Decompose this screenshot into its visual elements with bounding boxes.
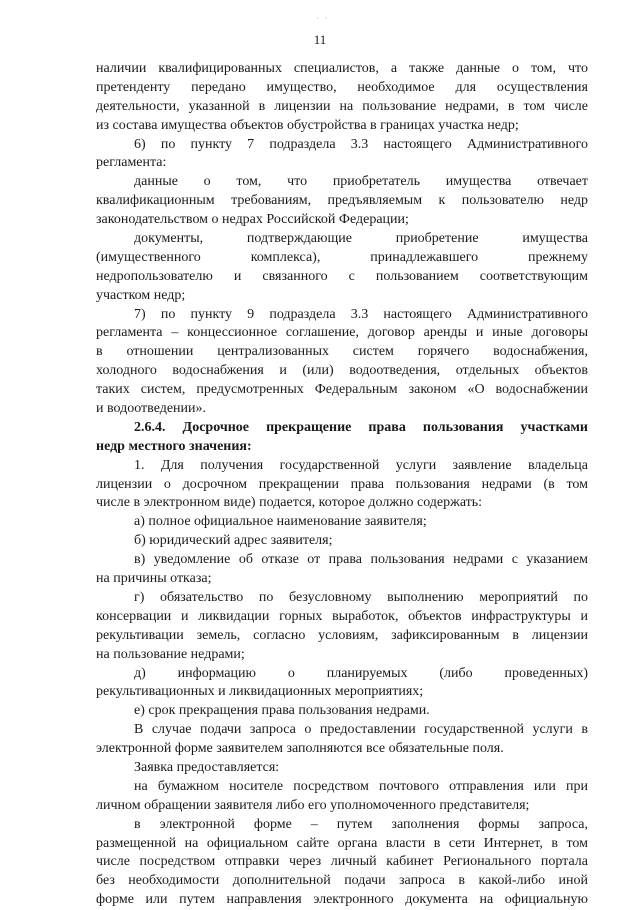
text-line: в электронной форме – путем заполнения формы запроса,	[134, 816, 588, 832]
text-line: деятельности, указанной в лицензии на пользование недрами, в том числе	[96, 98, 588, 114]
text-line: недр местного значения:	[96, 438, 252, 454]
text-line: личном обращении заявителя либо его уполномоченного представителя;	[96, 797, 530, 813]
text-line: б) юридический адрес заявителя;	[134, 533, 333, 549]
text-line: 2.6.4. Досрочное прекращение права пользования участками	[134, 419, 588, 435]
text-line: электронной форме заявителем заполняются все обязательные поля.	[96, 741, 504, 757]
text-line: из состава имущества объектов обустройства в границах участка недр;	[96, 117, 519, 133]
text-line: в отношении централизованных систем горячего водоснабжения,	[96, 344, 588, 360]
text-line: г) обязательство по безусловному выполнению мероприятий по	[134, 589, 588, 605]
text-line: Заявка предоставляется:	[134, 759, 280, 775]
text-line: е) срок прекращения права пользования недрами.	[134, 703, 430, 719]
text-line: а) полное официальное наименование заявителя;	[134, 514, 427, 530]
text-line: участком недр;	[96, 287, 186, 303]
text-line: данные о том, что приобретатель имущества отвечает	[134, 174, 588, 190]
text-line: на причины отказа;	[96, 571, 212, 587]
text-line: в) уведомление об отказе от права пользования недрами с указанием	[134, 552, 588, 568]
text-line: лицензии о досрочном прекращении права пользования недрами (в том	[96, 476, 588, 492]
text-line: (имущественного комплекса), принадлежавшего прежнему	[96, 249, 588, 265]
text-line: 7) по пункту 9 подраздела 3.3 настоящего Административного	[134, 306, 588, 322]
text-line: холодного водоснабжения и (или) водоотведения, отдельных объектов	[96, 363, 588, 379]
page-number: 11	[313, 32, 327, 47]
text-line: без необходимости дополнительной подачи запроса в какой-либо иной	[96, 873, 588, 889]
text-line: на бумажном носителе посредством почтового отправления или при	[134, 778, 588, 794]
text-line: числе посредством отправки через личный кабинет Регионального портала	[96, 854, 588, 870]
text-line: регламента:	[96, 155, 167, 171]
text-line: д) информацию о планируемых (либо проведенных)	[134, 665, 588, 681]
text-line: 1. Для получения государственной услуги заявление владельца	[134, 457, 588, 473]
scan-artifact: · ·	[316, 14, 330, 23]
text-line: недропользователю и связанного с пользованием соответствующим	[96, 268, 588, 284]
text-line: рекультивации земель, согласно условиям, зафиксированным в лицензии	[96, 627, 588, 643]
text-line: размещенной на официальном сайте органа власти в сети Интернет, в том	[96, 835, 588, 851]
text-line: квалификационным требованиям, предъявляемым к пользователю недр	[96, 193, 588, 209]
text-line: регламента – концессионное соглашение, договор аренды и иные договоры	[96, 325, 588, 341]
text-line: законодательством о недрах Российской Федерации;	[96, 212, 409, 228]
text-line: претенденту передано имущество, необходимое для осуществления	[96, 79, 588, 95]
document-body	[96, 60, 588, 910]
text-line: на пользование недрами;	[96, 646, 245, 662]
text-line: форме или путем направления электронного документа на официальную	[96, 892, 588, 908]
text-line: В случае подачи запроса о предоставлении государственной услуги в	[134, 722, 588, 738]
text-line: наличии квалифицированных специалистов, а также данные о том, что	[96, 61, 588, 76]
text-line: и водоотведении».	[96, 401, 207, 417]
text-line: рекультивационных и ликвидационных мероприятиях;	[96, 684, 424, 700]
text-line: числе в электронном виде) подается, которое должно содержать:	[96, 495, 483, 511]
text-line: документы, подтверждающие приобретение имущества	[134, 231, 588, 247]
text-line: 6) по пункту 7 подраздела 3.3 настоящего Административного	[134, 136, 588, 152]
text-line: консервации и ликвидации горных выработок, объектов инфраструктуры и	[96, 608, 588, 624]
text-line: таких систем, предусмотренных Федеральным законом «О водоснабжении	[96, 382, 588, 398]
